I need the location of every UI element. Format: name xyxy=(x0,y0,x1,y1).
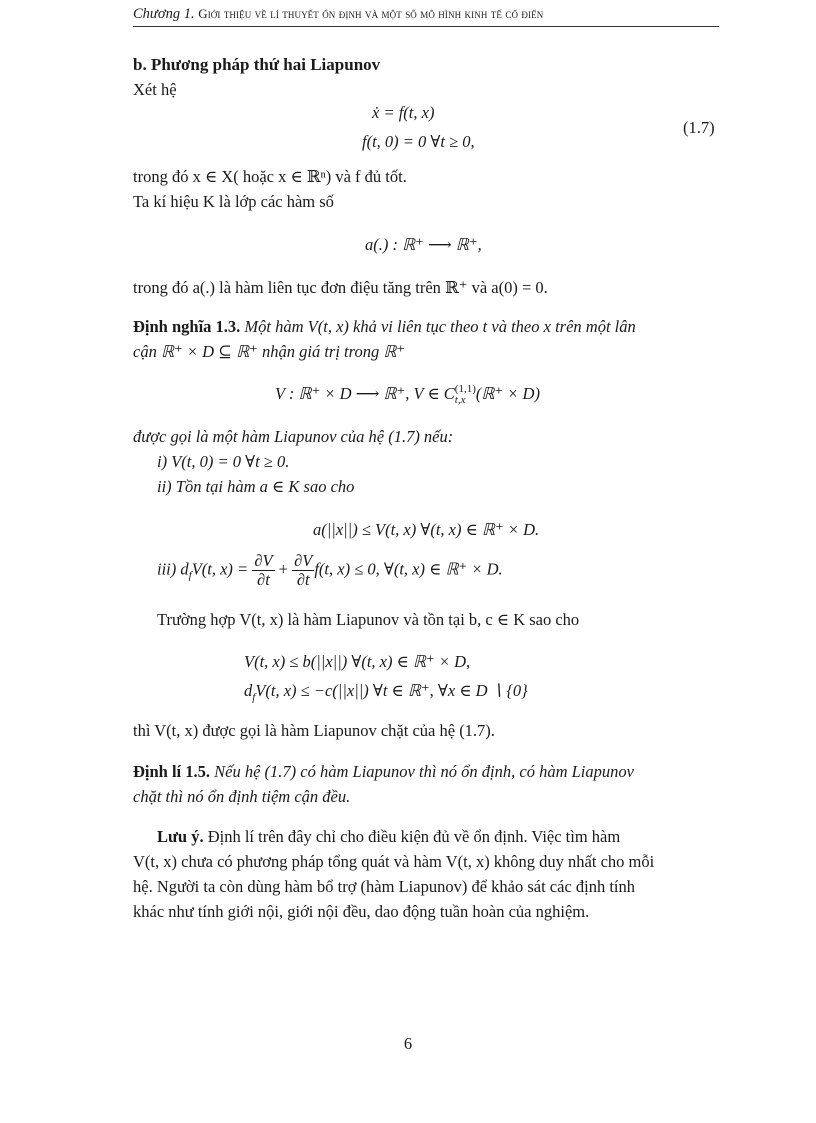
remark-line3: hệ. Người ta còn dùng hàm bổ trợ (hàm Liapunov) để khảo sát các định tính xyxy=(133,877,636,896)
plus-sign: + xyxy=(278,559,288,579)
page-number: 6 xyxy=(403,1034,413,1053)
definition-line1 xyxy=(133,317,636,337)
section-intro: Xét hệ xyxy=(133,80,177,99)
definition-label: Định nghĩa 1.3. xyxy=(133,317,241,336)
fraction-1-denominator: ∂t xyxy=(257,570,270,589)
condition-iii-tail: f(t, x) ≤ 0, ∀(t, x) ∈ ℝ⁺ × D. xyxy=(314,559,503,579)
remark-line2: V(t, x) chưa có phương pháp tổng quát và hàm V(t, x) không duy nhất cho mỗi xyxy=(133,852,655,871)
theorem-line1 xyxy=(133,762,634,782)
header-title: Giới thiệu về lí thuyết ổn định và một số mô hình kinh tế cổ điển xyxy=(198,6,544,21)
strict-eq-prefix: d xyxy=(244,681,253,700)
condition-iii-mid: V(t, x) = xyxy=(191,559,249,579)
definition-called-text: được gọi là một hàm Liapunov của hệ (1.7) nếu: xyxy=(133,427,454,446)
condition-iii-prefix: iii) d xyxy=(157,559,189,579)
strict-eq-sub: f xyxy=(252,691,256,704)
definition-eq-sup: (1,1) xyxy=(454,383,476,396)
class-condition-text: trong đó a(.) là hàm liên tục đơn điệu tăng trên ℝ⁺ và a(0) = 0. xyxy=(133,278,548,297)
strict-eq-line1: V(t, x) ≤ b(||x||) ∀(t, x) ∈ ℝ⁺ × D, xyxy=(244,652,471,671)
definition-equation xyxy=(275,384,540,406)
header-chapter: Chương 1. xyxy=(133,6,195,22)
header-rule xyxy=(133,26,719,27)
fraction-2-numerator: ∂V xyxy=(294,551,313,570)
section-title: b. Phương pháp thứ hai Liapunov xyxy=(133,55,381,74)
equation-number: (1.7) xyxy=(683,118,715,137)
strict-eq-line2 xyxy=(244,681,528,707)
fraction-1-numerator: ∂V xyxy=(254,551,273,570)
fraction-dv-dt-1 xyxy=(252,552,274,589)
theorem-line2: chặt thì nó ổn định tiệm cận đều. xyxy=(133,787,351,806)
definition-eq-indices xyxy=(455,384,476,406)
after-equation-text: trong đó x ∈ X( hoặc x ∈ ℝⁿ) và f đủ tốt. xyxy=(133,167,407,186)
definition-eq-sub: t,x xyxy=(454,394,466,407)
condition-iii xyxy=(157,552,503,589)
theorem-label: Định lí 1.5. xyxy=(133,762,211,781)
condition-ii-equation: a(||x||) ≤ V(t, x) ∀(t, x) ∈ ℝ⁺ × D. xyxy=(313,520,540,539)
remark-line4: khác như tính giới nội, giới nội đều, dao động tuần hoàn của nghiệm. xyxy=(133,902,590,921)
fraction-2-denominator: ∂t xyxy=(296,570,310,589)
fraction-dv-dt-2 xyxy=(292,552,314,589)
definition-eq-right: (ℝ⁺ × D) xyxy=(475,384,540,403)
strict-conclusion: thì V(t, x) được gọi là hàm Liapunov chặt của hệ (1.7). xyxy=(133,721,495,740)
class-intro-text: Ta kí hiệu K là lớp các hàm số xyxy=(133,192,334,211)
class-equation: a(.) : ℝ⁺ ⟶ ℝ⁺, xyxy=(365,235,482,254)
equation-1-7-line1: ẋ = f(t, x) xyxy=(372,103,435,122)
running-header xyxy=(133,6,543,23)
condition-i: i) V(t, 0) = 0 ∀t ≥ 0. xyxy=(157,452,290,471)
condition-ii: ii) Tồn tại hàm a ∈ K sao cho xyxy=(157,477,355,496)
theorem-text-1: Nếu hệ (1.7) có hàm Liapunov thì nó ổn định, có hàm Liapunov xyxy=(214,762,634,781)
strict-intro: Trường hợp V(t, x) là hàm Liapunov và tồn tại b, c ∈ K sao cho xyxy=(157,610,580,629)
remark-label: Lưu ý. xyxy=(157,827,204,846)
equation-1-7-line2: f(t, 0) = 0 ∀t ≥ 0, xyxy=(362,132,475,151)
strict-eq-tail: V(t, x) ≤ −c(||x||) ∀t ∈ ℝ⁺, ∀x ∈ D ∖ {0} xyxy=(255,681,528,700)
remark-text-1: Định lí trên đây chỉ cho điều kiện đủ về ổn định. Việc tìm hàm xyxy=(207,827,621,846)
definition-eq-left: V : ℝ⁺ × D ⟶ ℝ⁺, V ∈ C xyxy=(275,384,455,403)
definition-line2: cận ℝ⁺ × D ⊆ ℝ⁺ nhận giá trị trong ℝ⁺ xyxy=(133,342,406,361)
condition-iii-sub: f xyxy=(188,569,192,582)
definition-text-1: Một hàm V(t, x) khả vi liên tục theo t và theo x trên một lân xyxy=(244,317,636,336)
remark-line1 xyxy=(157,827,620,847)
